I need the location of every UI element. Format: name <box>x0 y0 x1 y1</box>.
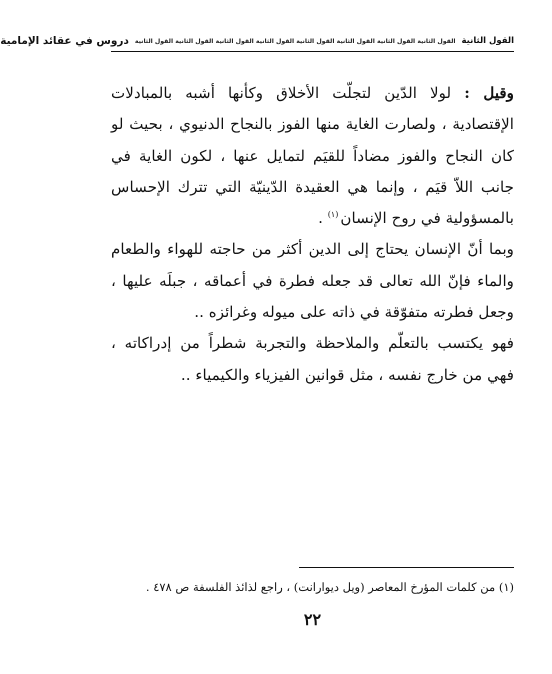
body-text <box>111 78 514 391</box>
paragraph-1-tail: . <box>318 209 328 228</box>
footnote-divider <box>299 567 514 568</box>
header-chapter-title: القول الثانية <box>461 36 514 46</box>
paragraph-2 <box>111 234 514 328</box>
page-number: ٢٢ <box>303 610 322 629</box>
footnote: (١) من كلمات المؤرخ المعاصر (ويل ديوارانت) ، راجع لذائذ الفلسفة ص ٤٧٨ . <box>145 580 514 594</box>
paragraph-1-text: لولا الدّين لتجلّت الأخلاق وكأنها أشبه بالمبادلات الإقتصادية ، ولصارت الغاية منها الفوز بالنجاح الدنيوي ، بحيث لو كان النجاح والفوز مضاداً للقيَم لتمايل عنها ، لكون الغاية في جانب اللاّ قيَم ، وإنما هي العقيدة الدّينيّة التي تترك الإحساس بالمسؤولية في روح الإنسان <box>111 84 514 228</box>
paragraph-3-text: فهو يكتسب بالتعلّم والملاحظة والتجربة شطراً من إدراكاته ، فهي من خارج نفسه ، مثل قوانين الفيزياء والكيمياء .. <box>111 334 514 384</box>
header-repeated-text: القول الثانية القول الثانية القول الثانية القول الثانية القول الثانية القول الثانية القول الثانية القول الثانية <box>134 37 456 45</box>
running-header <box>0 32 514 50</box>
paragraph-1 <box>111 78 514 234</box>
paragraph-2-text: وبما أنّ الإنسان يحتاج إلى الدين أكثر من حاجته للهواء والطعام والماء فإنّ الله تعالى قد جعله فطرة في أعماقه ، جبلَه عليها ، وجعل فطرته متفوّقة في ذاته على ميوله وغرائزه .. <box>111 240 514 322</box>
paragraph-1-lead: وقيل : <box>464 84 514 102</box>
footnote-reference: (١) <box>327 210 339 220</box>
header-book-title: دروس في عقائد الإمامية <box>0 35 129 47</box>
paragraph-3 <box>111 328 514 391</box>
header-divider <box>111 51 514 52</box>
